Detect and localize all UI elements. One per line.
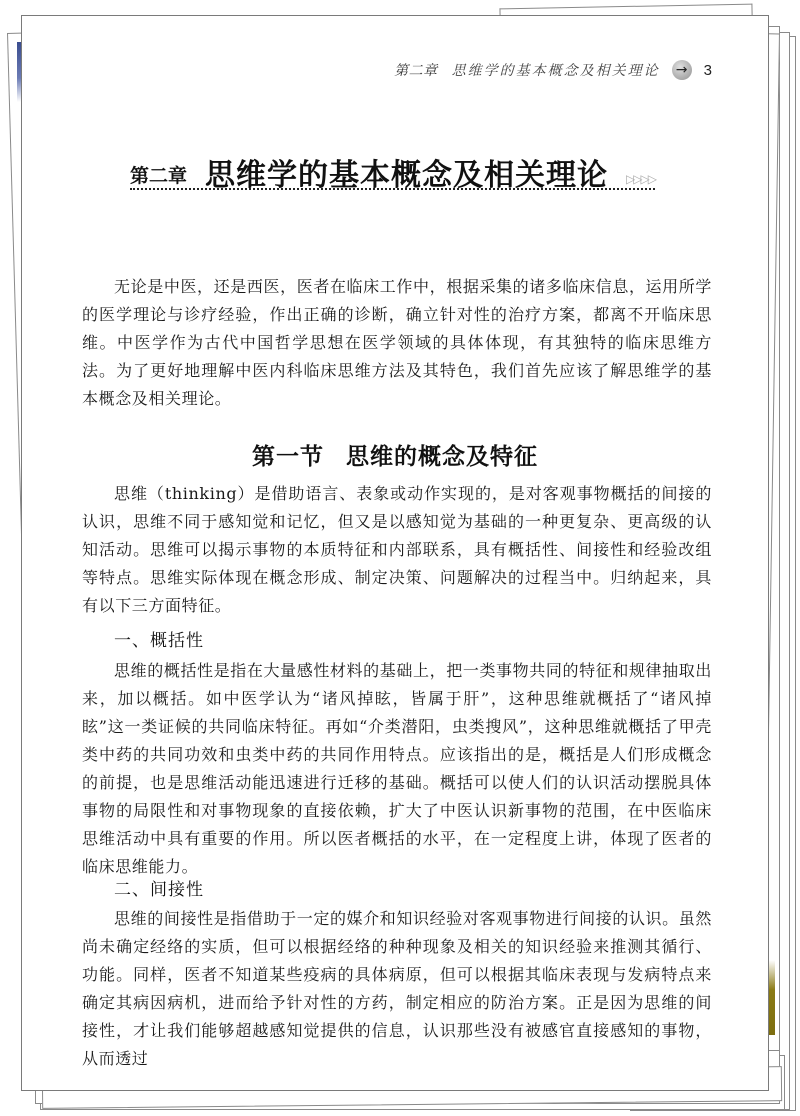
intro-paragraph: 无论是中医，还是西医，医者在临床工作中，根据采集的诸多临床信息，运用所学的医学理论与诊疗经验，作出正确的诊断，确立针对性的治疗方案，都离不开临床思维。中医学作为古代中国哲学思想在医学领域的具体体现，有其独特的临床思维方法。为了更好地理解中医内科临床思维方法及其特色，我们首先应该了解思维学的基本概念及相关理论。 [82, 277, 712, 408]
subsection-heading-indirectness: 二、间接性 [114, 880, 204, 900]
section-paragraph: 思维（thinking）是借助语言、表象或动作实现的，是对客观事物概括的间接的认识，思维不同于感知觉和记忆，但又是以感知觉为基础的一种更复杂、更高级的认知活动。思维可以揭示事物的本质特征和内部联系，具有概括性、间接性和经验改组等特点。思维实际体现在概念形成、制定决策、问题解决的过程当中。归纳起来，具有以下三方面特征。 [82, 484, 712, 615]
page-number: 3 [703, 61, 712, 79]
section-heading [22, 438, 768, 471]
main-page [21, 15, 769, 1091]
section-title: 思维的概念及特征 [346, 443, 538, 470]
arrow-right-circle-icon: → [672, 60, 692, 80]
olive-page-tab [769, 960, 775, 1035]
subsection-heading-generalization: 一、概括性 [114, 631, 204, 651]
chapter-number: 第二章 [130, 165, 188, 187]
chapter-title: 思维学的基本概念及相关理论 [205, 158, 609, 193]
section-number: 第一节 [252, 443, 324, 470]
dotted-divider [130, 188, 655, 190]
subsection-paragraph-indirectness: 思维的间接性是指借助于一定的媒介和知识经验对客观事物进行间接的认识。虽然尚未确定经络的实质，但可以根据经络的种种现象及相关的知识经验来推测其循行、功能。同样，医者不知道某些疫病的具体病原，但可以根据其临床表现与发病特点来确定其病因病机，进而给予针对性的方药，制定相应的防治方案。正是因为思维的间接性，才让我们能够超越感知觉提供的信息，认识那些没有被感官直接感知的事物，从而透过 [82, 909, 712, 1068]
running-header [394, 60, 712, 80]
subsection-paragraph-generalization: 思维的概括性是指在大量感性材料的基础上，把一类事物共同的特征和规律抽取出来，加以概括。如中医学认为“诸风掉眩，皆属于肝”，这种思维就概括了“诸风掉眩”这一类证候的共同临床特征。再如“介类潜阳，虫类搜风”，这种思维就概括了甲壳类中药的共同功效和虫类中药的共同作用特点。应该指出的是，概括是人们形成概念的前提，也是思维活动能迅速进行迁移的基础。概括可以使人们的认识活动摆脱具体事物的局限性和对事物现象的直接依赖，扩大了中医认识新事物的范围，在中医临床思维活动中具有重要的作用。所以医者概括的水平，在一定程度上讲，体现了医者的临床思维能力。 [82, 661, 712, 876]
running-head-chapter: 第二章 [394, 63, 438, 79]
running-head-title: 思维学的基本概念及相关理论 [451, 63, 660, 79]
triangle-decoration-icon: ▷▷▷▷ [626, 172, 655, 186]
